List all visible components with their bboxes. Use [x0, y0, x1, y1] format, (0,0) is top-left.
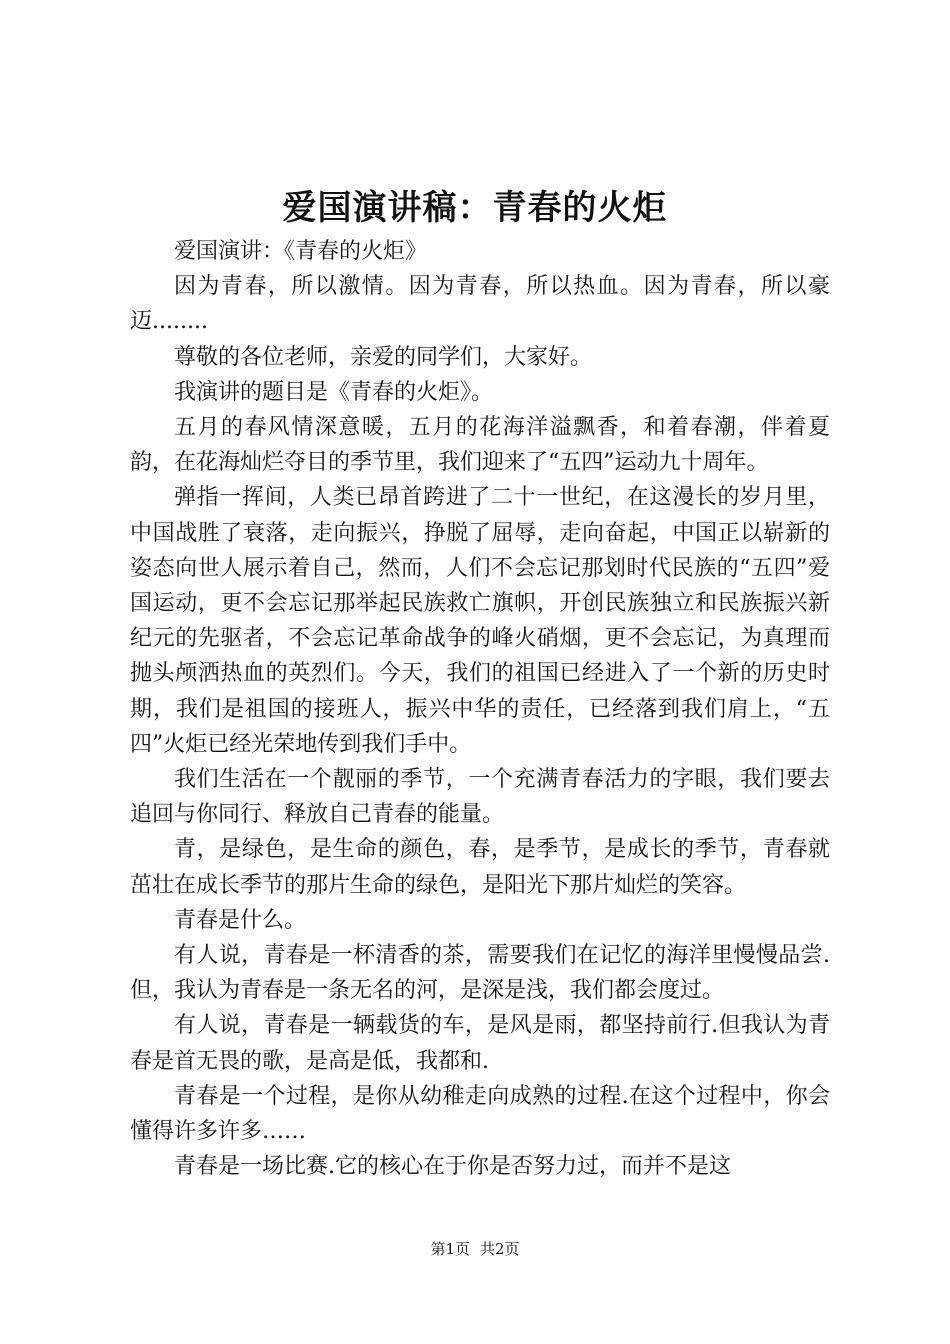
paragraph: 因为青春，所以激情。因为青春，所以热血。因为青春，所以豪迈........	[130, 274, 830, 335]
page-total: 共2页	[480, 1240, 520, 1258]
paragraph: 青春是一场比赛.它的核心在于你是否努力过，而并不是这	[174, 1154, 731, 1180]
paragraph: 有人说，青春是一辆载货的车，是风是雨，都坚持前行.但我认为青春是首无畏的歌，是高是低，我都和.	[130, 1013, 830, 1074]
paragraph: 青春是一个过程，是你从幼稚走向成熟的过程.在这个过程中，你会懂得许多许多……	[130, 1083, 830, 1145]
document-body	[130, 234, 830, 1184]
paragraph: 我们生活在一个靓丽的季节，一个充满青春活力的字眼，我们要去追回与你同行、释放自己青春的能量。	[130, 767, 830, 828]
paragraph: 青，是绿色，是生命的颜色，春，是季节，是成长的季节，青春就茁壮在成长季节的那片生命的绿色，是阳光下那片灿烂的笑容。	[130, 837, 830, 898]
paragraph: 青春是什么。	[174, 907, 307, 933]
page-footer	[0, 1238, 950, 1260]
paragraph: 有人说，青春是一杯清香的茶，需要我们在记忆的海洋里慢慢品尝.但，我认为青春是一条无名的河，是深是浅，我们都会度过。	[130, 943, 830, 1004]
paragraph: 弹指一挥间，人类已昂首跨进了二十一世纪，在这漫长的岁月里，中国战胜了衰落，走向振兴，挣脱了屈辱，走向奋起，中国正以崭新的姿态向世人展示着自己，然而，人们不会忘记那划时代民族的“五四”爱国运动，更不会忘记那举起民族救亡旗帜，开创民族独立和民族振兴新纪元的先驱者，不会忘记革命战争的峰火硝烟，更不会忘记，为真理而抛头颅洒热血的英烈们。今天，我们的祖国已经进入了一个新的历史时期，我们是祖国的接班人，振兴中华的责任，已经落到我们肩上，“五四”火炬已经光荣地传到我们手中。	[130, 485, 830, 757]
paragraph: 爱国演讲：《青春的火炬》	[174, 239, 428, 264]
paragraph: 尊敬的各位老师，亲爱的同学们，大家好。	[174, 344, 593, 370]
document-title: 爱国演讲稿：青春的火炬	[282, 188, 668, 228]
paragraph: 我演讲的题目是《青春的火炬》。	[174, 379, 494, 405]
paragraph: 五月的春风情深意暖，五月的花海洋溢飘香，和着春潮，伴着夏韵，在花海灿烂夺目的季节里，我们迎来了“五四”运动九十周年。	[130, 415, 830, 476]
page-number: 第1页	[430, 1240, 470, 1258]
